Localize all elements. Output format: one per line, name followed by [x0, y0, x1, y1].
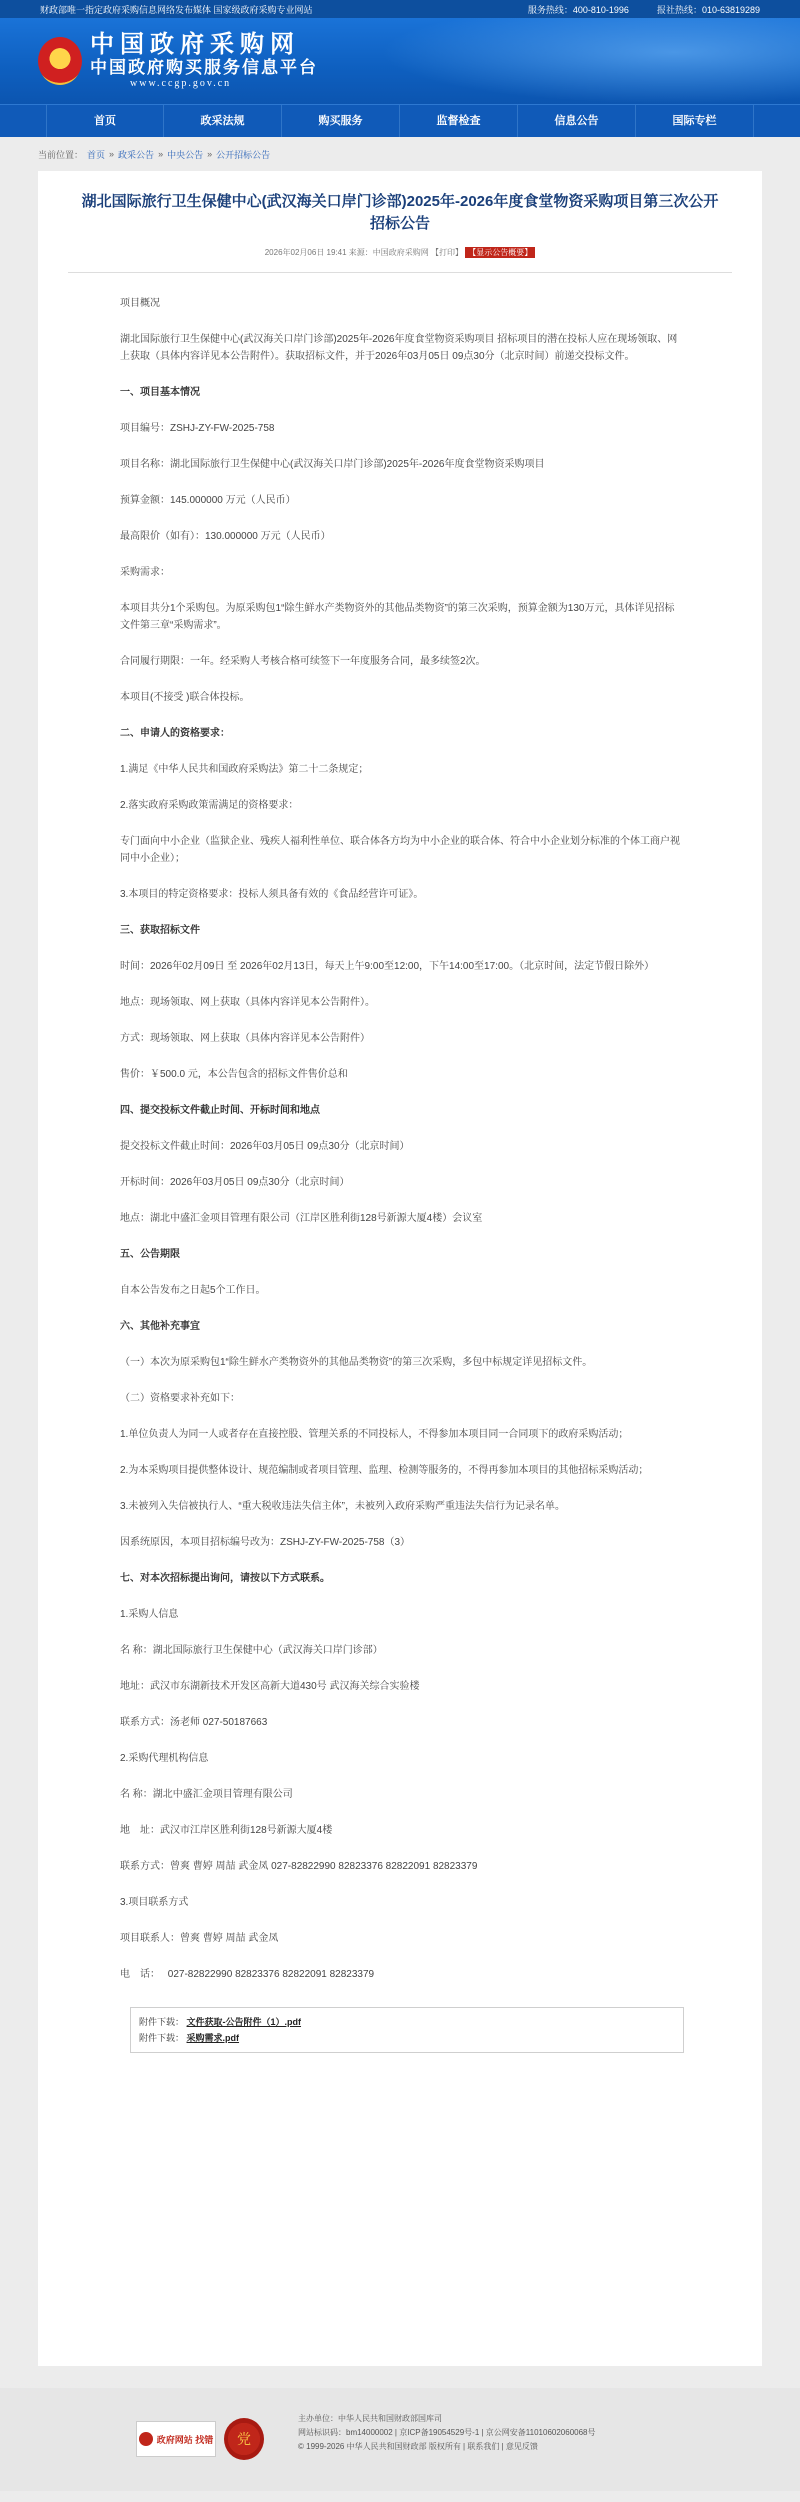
gov-site-error-report-logo[interactable]: 政府网站 找错 [136, 2421, 216, 2457]
attachment-row: 附件下载： 文件获取-公告附件（1）.pdf [139, 2017, 302, 2027]
article-paragraph: 项目联系人：曾爽 曹婷 周喆 武金凤 [120, 1933, 279, 1944]
attachment-row: 附件下载： 采购需求.pdf [139, 2033, 240, 2043]
article-paragraph: 联系方式：曾爽 曹婷 周喆 武金凤 027-82822990 82823376 82822091 82823379 [120, 1861, 478, 1872]
site-notice: 财政部唯一指定政府采购信息网络发布媒体 国家级政府采购专业网站 [40, 4, 313, 15]
article-paragraph: （一）本次为原采购包1“除生鲜水产类物资外的其他品类物资”的第三次采购，多包中标规定详见招标文件。 [120, 1357, 593, 1368]
site-subtitle: 中国政府购买服务信息平台 [90, 58, 318, 77]
article-paragraph: 专门面向中小企业（监狱企业、残疾人福利性单位、联合体各方均为中小企业的联合体、符合中小企业划分标准的个体工商户视同中小企业）； [120, 836, 680, 864]
article-paragraph: 联系方式：汤老师 027-50187663 [120, 1717, 268, 1728]
article-paragraph: 提交投标文件截止时间：2026年03月05日 09点30分（北京时间） [120, 1141, 410, 1152]
article-body [38, 273, 762, 1983]
section-heading: 五、公告期限 [120, 1249, 180, 1260]
section-heading: 三、获取招标文件 [120, 925, 200, 936]
article-container [38, 171, 762, 2366]
article-paragraph: 售价：￥500.0 元，本公告包含的招标文件售价总和 [120, 1069, 348, 1080]
nav-supervision[interactable]: 监督检查 [400, 105, 518, 137]
show-summary-button[interactable]: 【显示公告概要】 [465, 247, 535, 258]
article-paragraph: 项目名称：湖北国际旅行卫生保健中心(武汉海关口岸门诊部)2025年-2026年度食堂物资采购项目 [120, 459, 545, 470]
article-paragraph: 2.为本采购项目提供整体设计、规范编制或者项目管理、监理、检测等服务的，不得再参加本项目的其他招标采购活动； [120, 1465, 649, 1476]
article-paragraph: 地 址：武汉市江岸区胜利街128号新源大厦4楼 [120, 1825, 333, 1836]
article-paragraph: 最高限价（如有）：130.000000 万元（人民币） [120, 531, 331, 542]
article-paragraph: 地点：湖北中盛汇金项目管理有限公司（江岸区胜利街128号新源大厦4楼）会议室 [120, 1213, 483, 1224]
article-paragraph: 名 称：湖北国际旅行卫生保健中心（武汉海关口岸门诊部） [120, 1645, 383, 1656]
breadcrumb-announcements[interactable]: 政采公告 [118, 149, 155, 160]
press-hotline: 报社热线：010-63819289 [656, 4, 760, 15]
article-paragraph: 1.单位负责人为同一人或者存在直接控股、管理关系的不同投标人，不得参加本项目同一合同项下的政府采购活动； [120, 1429, 629, 1440]
article-paragraph: 3.项目联系方式 [120, 1897, 189, 1908]
article-paragraph: 3.本项目的特定资格要求：投标人须具备有效的《食品经营许可证》。 [120, 889, 424, 900]
article-paragraph: 开标时间：2026年03月05日 09点30分（北京时间） [120, 1177, 350, 1188]
breadcrumb-open-tender[interactable]: 公开招标公告 [216, 149, 271, 160]
section-heading: 四、提交投标文件截止时间、开标时间和地点 [120, 1105, 320, 1116]
article-paragraph: （二）资格要求补充如下： [120, 1393, 240, 1404]
breadcrumb-home[interactable]: 首页 [87, 149, 106, 160]
national-emblem-icon: ★ [38, 37, 82, 85]
article-paragraph: 电 话： 027-82822990 82823376 82822091 82823379 [120, 1969, 375, 1980]
section-heading: 二、申请人的资格要求： [120, 728, 230, 739]
attachment-link[interactable]: 采购需求.pdf [186, 2033, 240, 2043]
article-paragraph: 自本公告发布之日起5个工作日。 [120, 1285, 266, 1296]
article-paragraph: 2.落实政府采购政策需满足的资格要求： [120, 800, 299, 811]
site-url: www.ccgp.gov.cn [130, 78, 232, 89]
nav-announcements[interactable]: 信息公告 [518, 105, 636, 137]
article-paragraph: 1.满足《中华人民共和国政府采购法》第二十二条规定； [120, 764, 369, 775]
breadcrumb: 当前位置： 首页 » 政采公告 » 中央公告 » 公开招标公告 [38, 149, 271, 160]
article-paragraph: 合同履行期限：一年。经采购人考核合格可续签下一年度服务合同，最多续签2次。 [120, 656, 486, 667]
attachment-link[interactable]: 文件获取-公告附件（1）.pdf [186, 2017, 302, 2027]
page-title: 湖北国际旅行卫生保健中心(武汉海关口岸门诊部)2025年-2026年度食堂物资采购项目第三次公开招标公告 [81, 193, 719, 232]
article-paragraph: 项目概况 [120, 298, 160, 309]
error-report-icon [139, 2432, 153, 2446]
site-logo[interactable] [38, 32, 318, 89]
section-heading: 七、对本次招标提出询问，请按以下方式联系。 [120, 1573, 330, 1584]
party-emblem-icon[interactable]: 党 [224, 2418, 264, 2460]
article-paragraph: 1.采购人信息 [120, 1609, 179, 1620]
top-bar [0, 0, 800, 18]
article-paragraph: 地点：现场领取、网上获取（具体内容详见本公告附件）。 [120, 997, 375, 1008]
article-paragraph: 湖北国际旅行卫生保健中心(武汉海关口岸门诊部)2025年-2026年度食堂物资采购项目 招标项目的潜在投标人应在现场领取、网上获取（具体内容详见本公告附件）。获取招标文件，并于2026年03月05日 09点30分（北京时间）前递交投标文件。 [120, 334, 678, 362]
article-paragraph: 3.未被列入失信被执行人、“重大税收违法失信主体”，未被列入政府采购严重违法失信行为记录名单。 [120, 1501, 565, 1512]
article-paragraph: 项目编号：ZSHJ-ZY-FW-2025-758 [120, 423, 275, 434]
footer-info: 主办单位：中华人民共和国财政部国库司 网站标识码：bm14000002 | 京ICP备19054529号-1 | 京公网安备11010602060068号 © 1999-2026 中华人民共和国财政部 版权所有 | 联系我们 | 意见反馈 [298, 2414, 596, 2451]
nav-international[interactable]: 国际专栏 [636, 105, 754, 137]
section-heading: 六、其他补充事宜 [120, 1321, 200, 1332]
article-meta: 2026年02月06日 19:41 来源：中国政府采购网 【打印】 【显示公告概要】 [38, 247, 762, 258]
article-paragraph: 本项目(不接受 )联合体投标。 [120, 692, 250, 703]
main-nav [0, 104, 800, 137]
service-hotline: 服务热线：400-810-1996 [527, 4, 629, 15]
article-paragraph: 预算金额：145.000000 万元（人民币） [120, 495, 296, 506]
article-paragraph: 地址：武汉市东湖新技术开发区高新大道430号 武汉海关综合实验楼 [120, 1681, 420, 1692]
article-paragraph: 采购需求： [120, 567, 170, 578]
header-banner [0, 18, 800, 104]
site-title: 中国政府采购网 [90, 31, 300, 58]
article-paragraph: 2.采购代理机构信息 [120, 1753, 209, 1764]
article-paragraph: 本项目共分1个采购包。为原采购包1“除生鲜水产类物资外的其他品类物资”的第三次采购，预算金额为130万元，具体详见招标文件第三章“采购需求”。 [120, 603, 675, 631]
breadcrumb-central[interactable]: 中央公告 [167, 149, 204, 160]
attachments-box [130, 2007, 684, 2053]
section-heading: 一、项目基本情况 [120, 387, 200, 398]
nav-purchase-services[interactable]: 购买服务 [282, 105, 400, 137]
footer [0, 2388, 800, 2491]
article-paragraph: 方式：现场领取、网上获取（具体内容详见本公告附件） [120, 1033, 370, 1044]
article-paragraph: 名 称：湖北中盛汇金项目管理有限公司 [120, 1789, 293, 1800]
article-paragraph: 因系统原因，本项目招标编号改为：ZSHJ-ZY-FW-2025-758（3） [120, 1537, 411, 1548]
nav-home[interactable]: 首页 [46, 105, 164, 137]
article-paragraph: 时间：2026年02月09日 至 2026年02月13日，每天上午9:00至12:00，下午14:00至17:00。（北京时间，法定节假日除外） [120, 961, 655, 972]
nav-regulations[interactable]: 政采法规 [164, 105, 282, 137]
